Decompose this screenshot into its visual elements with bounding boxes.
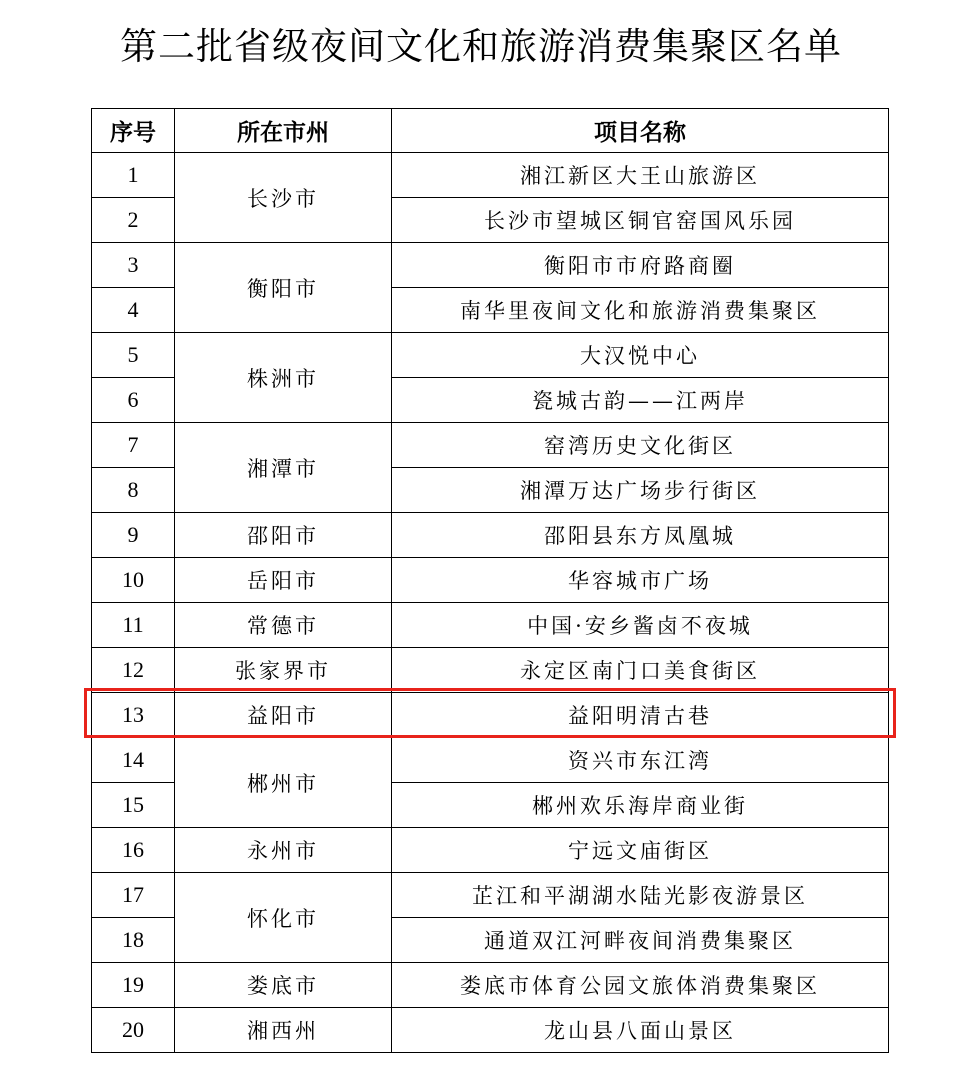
table-row: [92, 558, 889, 603]
row-number: 1: [92, 153, 175, 198]
project-cell: 中国·安乡酱卤不夜城: [392, 603, 889, 648]
table-row: [92, 1008, 889, 1053]
project-cell: 芷江和平湖湖水陆光影夜游景区: [392, 873, 889, 918]
table-row: [92, 423, 889, 468]
project-cell: 资兴市东江湾: [392, 738, 889, 783]
project-cell: 娄底市体育公园文旅体消费集聚区: [392, 963, 889, 1008]
table-row: [92, 513, 889, 558]
row-number: 12: [92, 648, 175, 693]
table-row: [92, 243, 889, 288]
row-number: 5: [92, 333, 175, 378]
city-cell: 邵阳市: [175, 513, 392, 558]
project-cell: 衡阳市市府路商圈: [392, 243, 889, 288]
city-cell: 岳阳市: [175, 558, 392, 603]
city-cell: 衡阳市: [175, 243, 392, 333]
row-number: 13: [92, 693, 175, 738]
table-row-highlighted: [92, 693, 889, 738]
row-number: 14: [92, 738, 175, 783]
header-city: 所在市州: [175, 109, 392, 153]
header-project-name: 项目名称: [392, 109, 889, 153]
city-cell: 娄底市: [175, 963, 392, 1008]
city-cell: 张家界市: [175, 648, 392, 693]
row-number: 6: [92, 378, 175, 423]
table-header-row: [92, 109, 889, 153]
project-cell: 通道双江河畔夜间消费集聚区: [392, 918, 889, 963]
project-cell: 华容城市广场: [392, 558, 889, 603]
project-cell: 大汉悦中心: [392, 333, 889, 378]
row-number: 18: [92, 918, 175, 963]
row-number: 11: [92, 603, 175, 648]
project-cell: 邵阳县东方凤凰城: [392, 513, 889, 558]
city-cell: 常德市: [175, 603, 392, 648]
row-number: 8: [92, 468, 175, 513]
project-cell: 龙山县八面山景区: [392, 1008, 889, 1053]
table-row: [92, 873, 889, 918]
project-cell: 永定区南门口美食街区: [392, 648, 889, 693]
project-cell: 宁远文庙街区: [392, 828, 889, 873]
project-cell: 南华里夜间文化和旅游消费集聚区: [392, 288, 889, 333]
city-cell: 郴州市: [175, 738, 392, 828]
row-number: 4: [92, 288, 175, 333]
table-row: [92, 333, 889, 378]
project-cell: 益阳明清古巷: [392, 693, 889, 738]
city-cell: 永州市: [175, 828, 392, 873]
project-cell: 湘潭万达广场步行街区: [392, 468, 889, 513]
table-row: [92, 603, 889, 648]
row-number: 19: [92, 963, 175, 1008]
row-number: 3: [92, 243, 175, 288]
row-number: 20: [92, 1008, 175, 1053]
city-cell: 怀化市: [175, 873, 392, 963]
project-cell: 瓷城古韵——江两岸: [392, 378, 889, 423]
row-number: 7: [92, 423, 175, 468]
table-row: [92, 738, 889, 783]
list-table: [91, 108, 889, 1053]
city-cell: 益阳市: [175, 693, 392, 738]
table-row: [92, 828, 889, 873]
table-row: [92, 648, 889, 693]
city-cell: 株洲市: [175, 333, 392, 423]
row-number: 15: [92, 783, 175, 828]
project-cell: 长沙市望城区铜官窑国风乐园: [392, 198, 889, 243]
row-number: 10: [92, 558, 175, 603]
page-title: 第二批省级夜间文化和旅游消费集聚区名单: [120, 25, 842, 68]
project-cell: 郴州欢乐海岸商业街: [392, 783, 889, 828]
city-cell: 湘潭市: [175, 423, 392, 513]
city-cell: 长沙市: [175, 153, 392, 243]
project-cell: 窑湾历史文化街区: [392, 423, 889, 468]
header-serial-number: 序号: [92, 109, 175, 153]
row-number: 2: [92, 198, 175, 243]
table-row: [92, 153, 889, 198]
project-cell: 湘江新区大王山旅游区: [392, 153, 889, 198]
city-cell: 湘西州: [175, 1008, 392, 1053]
row-number: 9: [92, 513, 175, 558]
row-number: 17: [92, 873, 175, 918]
row-number: 16: [92, 828, 175, 873]
table-row: [92, 963, 889, 1008]
